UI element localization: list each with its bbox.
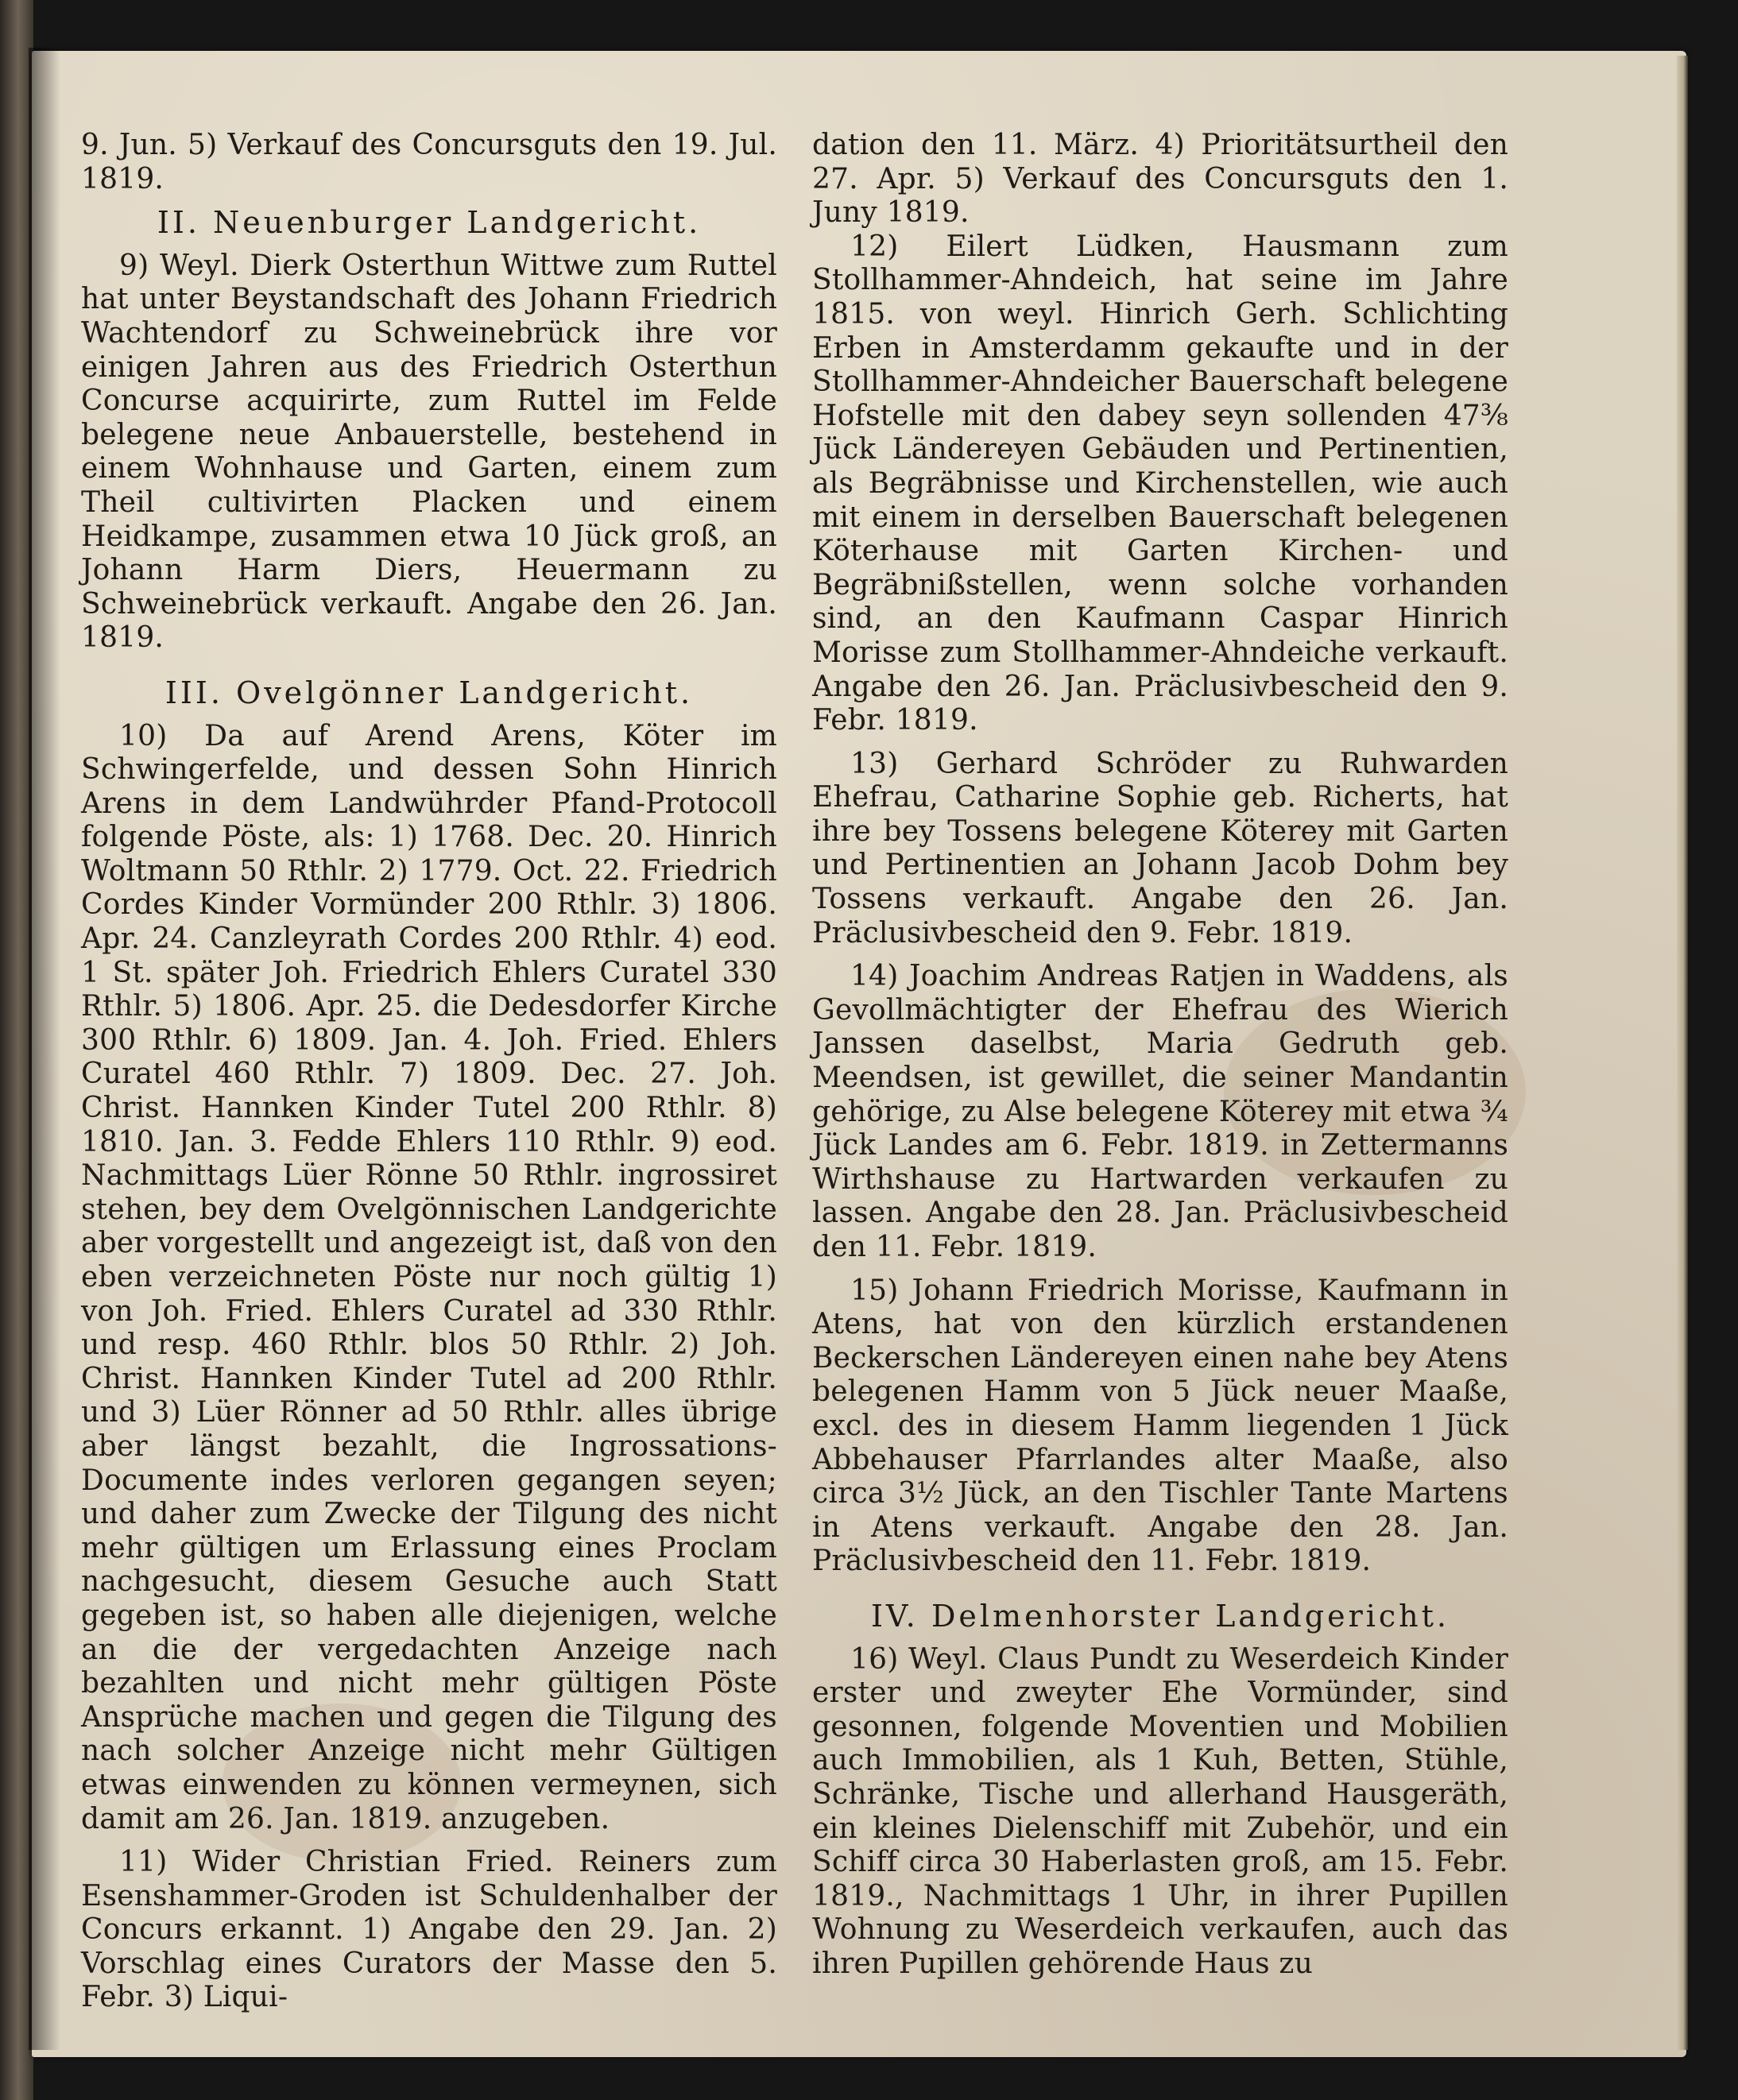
right-column (812, 129, 1508, 1981)
entry-12: 12) Eilert Lüdken, Hausmann zum Stollhammer-Ahndeich, hat seine im Jahre 1815. von weyl. Hinrich Gerh. Schlichting Erben in Amsterdamm gekaufte und in der Stollhammer-Ahndeicher Bauerschaft belegene Hofstelle mit den dabey seyn sollenden 47⅜ Jück Ländereyen Gebäuden und Pertinentien, als Begräbnisse und Kirchenstellen, wie auch mit einem in derselben Bauerschaft belegenen Köterhause mit Garten Kirchen- und Begräbnißstellen, wenn solche vorhanden sind, an den Kaufmann Caspar Hinrich Morisse zum Stollhammer-Ahndeiche verkauft. Angabe den 26. Jan. Präclusivbescheid den 9. Febr. 1819. (812, 230, 1508, 737)
spine-shadow (29, 48, 60, 2050)
intro-paragraph: 9. Jun. 5) Verkauf des Concursguts den 19. Jul. 1819. (81, 129, 777, 195)
section-heading-neuenburg: II. Neuenburger Landgericht. (157, 205, 702, 241)
entry-15: 15) Johann Friedrich Morisse, Kaufmann in Atens, hat von den kürzlich erstandenen Beckerschen Ländereyen einen nahe bey Atens belegenen Hamm von 5 Jück neuer Maaße, excl. des in diesem Hamm liegenden 1 Jück Abbehauser Pfarrlandes alter Maaße, also circa 3½ Jück, an den Tischler Tante Martens in Atens verkauft. Angabe den 28. Jan. Präclusivbescheid den 11. Febr. 1819. (812, 1274, 1508, 1578)
entry-13: 13) Gerhard Schröder zu Ruhwarden Ehefrau, Catharine Sophie geb. Richerts, hat ihre bey Tossens belegene Köterey mit Garten und Pertinentien an Johann Jacob Dohm bey Tossens verkauft. Angabe den 26. Jan. Präclusivbescheid den 9. Febr. 1819. (812, 747, 1508, 949)
entry-9: 9) Weyl. Dierk Osterthun Wittwe zum Ruttel hat unter Beystandschaft des Johann Friedrich Wachtendorf zu Schweinebrück ihre vor einigen Jahren aus des Friedrich Osterthun Concurse acquirirte, zum Ruttel im Felde belegene neue Anbauerstelle, bestehend in einem Wohnhause und Garten, einem zum Theil cultivirten Placken und einem Heidkampe, zusammen etwa 10 Jück groß, an Johann Harm Diers, Heuermann zu Schweinebrück verkauft. Angabe den 26. Jan. 1819. (81, 249, 777, 655)
section-heading-ovelgoenne: III. Ovelgönner Landgericht. (165, 675, 694, 710)
entry-10: 10) Da auf Arend Arens, Köter im Schwingerfelde, und dessen Sohn Hinrich Arens in dem Landwührder Pfand-Protocoll folgende Pöste, als: 1) 1768. Dec. 20. Hinrich Woltmann 50 Rthlr. 2) 1779. Oct. 22. Friedrich Cordes Kinder Vormünder 200 Rthlr. 3) 1806. Apr. 24. Canzleyrath Cordes 200 Rthlr. 4) eod. 1 St. später Joh. Friedrich Ehlers Curatel 330 Rthlr. 5) 1806. Apr. 25. die Dedesdorfer Kirche 300 Rthlr. 6) 1809. Jan. 4. Joh. Fried. Ehlers Curatel 460 Rthlr. 7) 1809. Dec. 27. Joh. Christ. Hannken Kinder Tutel 200 Rthlr. 8) 1810. Jan. 3. Fedde Ehlers 110 Rthlr. 9) eod. Nachmittags Lüer Rönne 50 Rthlr. ingrossiret stehen, bey dem Ovelgönnischen Landgerichte aber vorgestellt und angezeigt ist, daß von den eben verzeichneten Pöste nur noch gültig 1) von Joh. Fried. Ehlers Curatel ad 330 Rthlr. und resp. 460 Rthlr. blos 50 Rthlr. 2) Joh. Christ. Hannken Kinder Tutel ad 200 Rthlr. und 3) Lüer Rönner ad 50 Rthlr. alles übrige aber längst bezahlt, die Ingrossations-Documente indes verloren gegangen seyen; und daher zum Zwecke der Tilgung des nicht mehr gültigen um Erlassung eines Proclam nachgesucht, diesem Gesuche auch Statt gegeben ist, so haben alle diejenigen, welche an die der vergedachten Anzeige nach bezahlten und nicht mehr gültigen Pöste Ansprüche machen und gegen die Tilgung des nach solcher Anzeige nicht mehr Gültigen etwas einwenden zu können vermeynen, sich damit am 26. Jan. 1819. anzugeben. (81, 719, 777, 1835)
section-heading-delmenhorst: IV. Delmenhorster Landgericht. (870, 1598, 1450, 1634)
entry-14: 14) Joachim Andreas Ratjen in Waddens, als Gevollmächtigter der Ehefrau des Wierich Janssen daselbst, Maria Gedruth geb. Meendsen, ist gewillet, die seiner Mandantin gehörige, zu Alse belegene Köterey mit etwa ¾ Jück Landes am 6. Febr. 1819. in Zettermanns Wirthshause zu Hartwarden verkaufen zu lassen. Angabe den 28. Jan. Präclusivbescheid den 11. Febr. 1819. (812, 960, 1508, 1263)
entry-11: 11) Wider Christian Fried. Reiners zum Esenshammer-Groden ist Schuldenhalber der Concurs erkannt. 1) Angabe den 29. Jan. 2) Vorschlag eines Curators der Masse den 5. Febr. 3) Liqui- (81, 1846, 777, 2014)
page-fore-edge (1677, 56, 1688, 2050)
continuation-paragraph: dation den 11. März. 4) Prioritätsurtheil den 27. Apr. 5) Verkauf des Concursguts den 1. Juny 1819. (812, 129, 1508, 230)
entry-16: 16) Weyl. Claus Pundt zu Weserdeich Kinder erster und zweyter Ehe Vormünder, sind gesonnen, folgende Moventien und Mobilien auch Immobilien, als 1 Kuh, Betten, Stühle, Schränke, Tische und allerhand Hausgeräth, ein kleines Dielenschiff mit Zubehör, und ein Schiff circa 30 Haberlasten groß, am 15. Febr. 1819., Nachmittags 1 Uhr, in ihrer Pupillen Wohnung zu Weserdeich verkaufen, auch das ihren Pupillen gehörende Haus zu (812, 1642, 1508, 1980)
left-column (81, 129, 777, 2015)
